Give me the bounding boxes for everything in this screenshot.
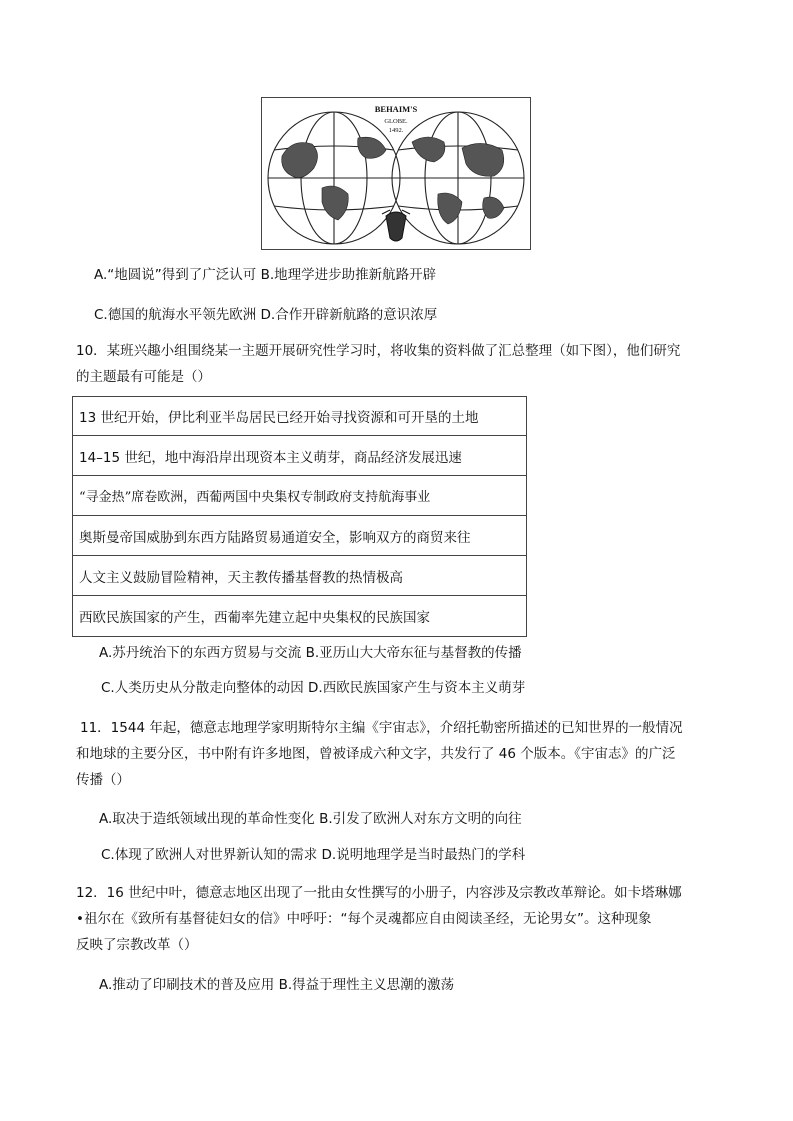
q10-stem-line2: 的主题最有可能是（） <box>76 369 211 385</box>
q12-stem-line1: 12．16 世纪中叶，德意志地区出现了一批由女性撰写的小册子，内容涉及宗教改革辩论。如卡塔琳娜 <box>76 885 682 901</box>
q11-stem-line3: 传播（） <box>76 772 130 788</box>
q10-material-table <box>72 396 527 637</box>
table-cell: 奥斯曼帝国威胁到东西方陆路贸易通道安全，影响双方的商贸来往 <box>73 516 527 556</box>
table-row <box>73 397 527 436</box>
q12-stem-line3: 反映了宗教改革（） <box>76 937 198 953</box>
table-cell: 13 世纪开始，伊比利亚半岛居民已经开始寻找资源和可开垦的土地 <box>73 397 527 436</box>
table-row <box>73 436 527 476</box>
q12-stem-line2: •祖尔在《致所有基督徒妇女的信》中呼吁：“每个灵魂都应自由阅读圣经，无论男女”。这种现象 <box>76 911 652 927</box>
eagle-crest-icon <box>382 210 410 241</box>
q11-options-line1: A.取决于造纸领域出现的革命性变化 B.引发了欧洲人对东方文明的向往 <box>99 811 522 827</box>
figure-caption-line1: BEHAIM'S <box>374 104 418 114</box>
table-cell: “寻金热”席卷欧洲，西葡两国中央集权专制政府支持航海事业 <box>73 476 527 516</box>
q9-options-line1: A.“地圆说”得到了广泛认可 B.地理学进步助推新航路开辟 <box>94 267 437 283</box>
figure-caption-line3: 1492. <box>388 127 404 134</box>
table-cell: 西欧民族国家的产生，西葡率先建立起中央集权的民族国家 <box>73 596 527 637</box>
q10-options-line1: A.苏丹统治下的东西方贸易与交流 B.亚历山大大帝东征与基督教的传播 <box>99 645 522 661</box>
table-cell: 人文主义鼓励冒险精神，天主教传播基督教的热情极高 <box>73 556 527 596</box>
globe-illustration <box>262 98 530 249</box>
table-row <box>73 476 527 516</box>
figure-caption-line2: GLOBE. <box>384 118 408 125</box>
q11-stem-line2: 和地球的主要分区，书中附有许多地图，曾被译成六种文字，共发行了 46 个版本。《宇宙志》的广泛 <box>76 746 676 762</box>
q11-stem-line1: 11．1544 年起，德意志地理学家明斯特尔主编《宇宙志》，介绍托勒密所描述的已知世界的一般情况 <box>80 720 683 736</box>
q10-options-line2: C.人类历史从分散走向整体的动因 D.西欧民族国家产生与资本主义萌芽 <box>101 680 526 696</box>
q10-stem-line1: 10．某班兴趣小组围绕某一主题开展研究性学习时，将收集的资料做了汇总整理（如下图），他们研究 <box>76 343 681 359</box>
table-row <box>73 516 527 556</box>
q11-options-line2: C.体现了欧洲人对世界新认知的需求 D.说明地理学是当时最热门的学科 <box>101 847 526 863</box>
table-cell: 14–15 世纪，地中海沿岸出现资本主义萌芽，商品经济发展迅速 <box>73 436 527 476</box>
behaim-globe-figure <box>261 97 531 250</box>
table-row <box>73 556 527 596</box>
q9-options-line2: C.德国的航海水平领先欧洲 D.合作开辟新航路的意识浓厚 <box>94 307 438 323</box>
table-row <box>73 596 527 637</box>
q12-options-line1: A.推动了印刷技术的普及应用 B.得益于理性主义思潮的激荡 <box>99 977 455 993</box>
